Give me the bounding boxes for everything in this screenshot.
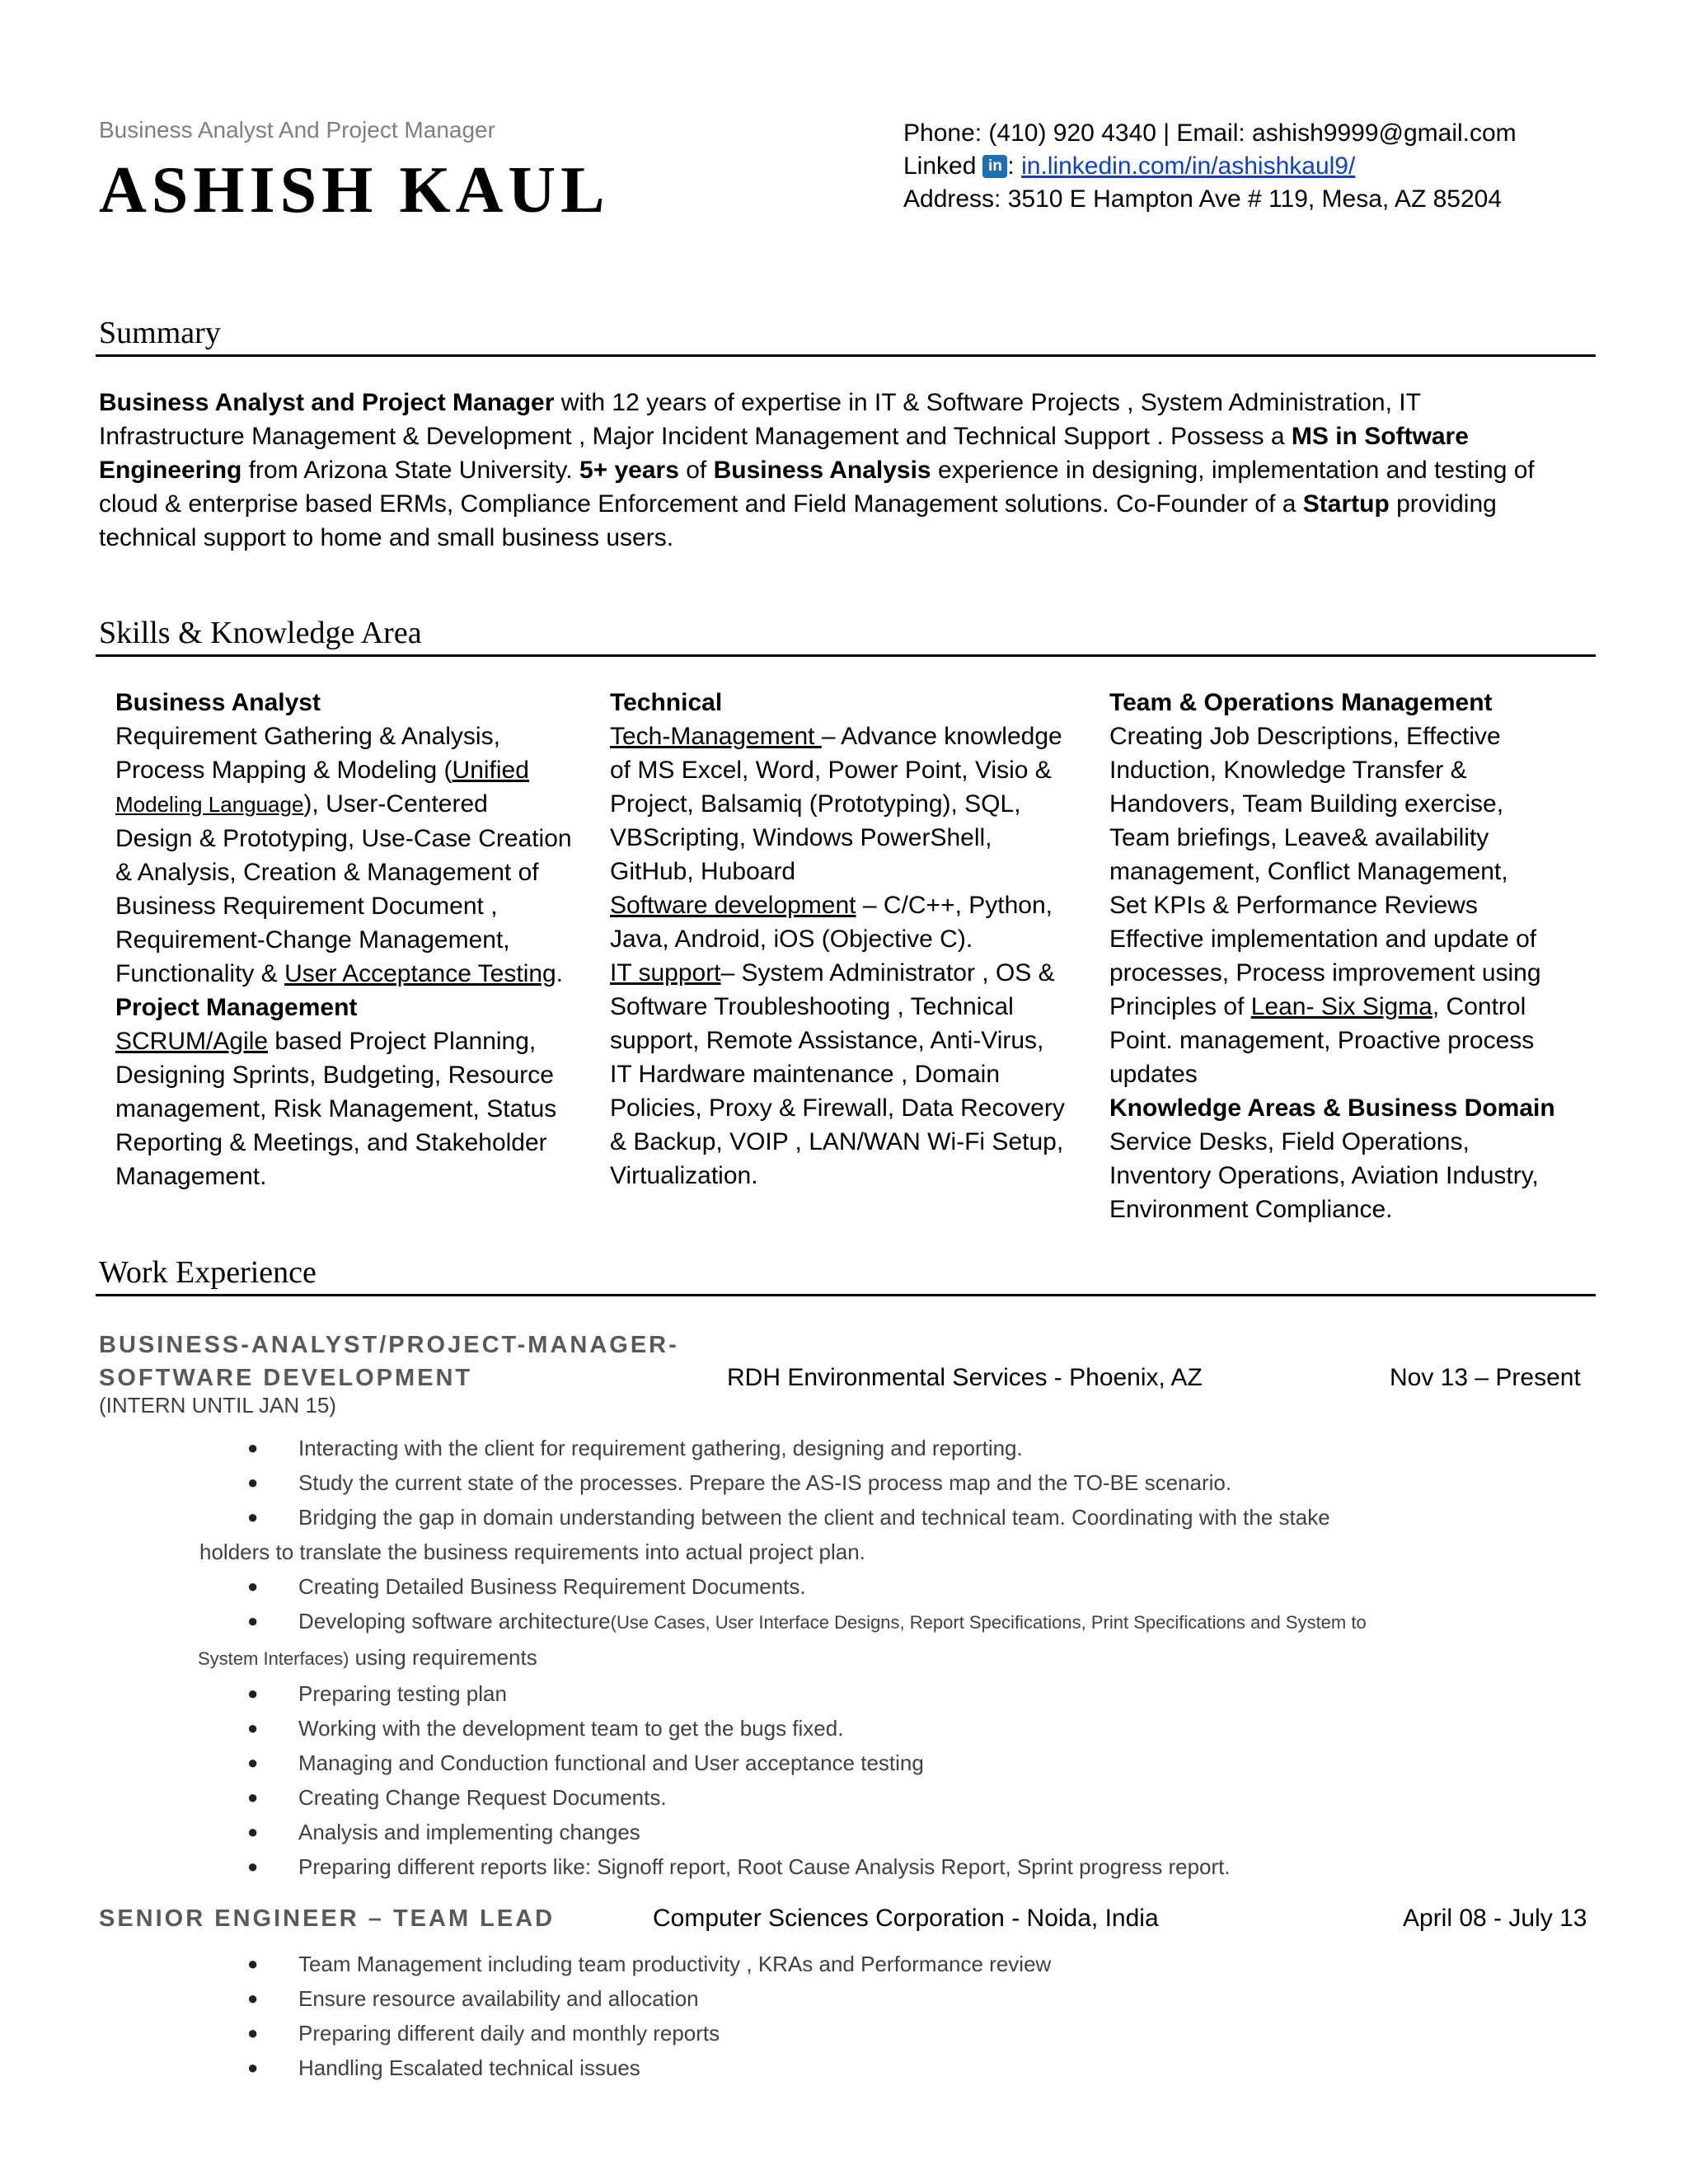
skill-line: Java, Android, iOS (Objective C).: [610, 926, 973, 953]
skill-line: Reporting & Meetings, and Stakeholder: [115, 1129, 547, 1156]
skill-underline: Tech-Management: [610, 723, 822, 750]
list-item: [198, 2016, 1051, 2050]
job-company: Computer Sciences Corporation - Noida, India: [653, 1905, 1159, 1932]
summary-bold: Startup: [1302, 490, 1390, 518]
summary-part: from Arizona State University.: [241, 457, 579, 484]
skill-line: VBScripting, Windows PowerShell,: [610, 824, 992, 851]
bullet-text: Working with the development team to get the bugs fixed.: [298, 1716, 844, 1741]
summary-bold: MS in Software Engineering: [99, 423, 1469, 484]
summary-part: experience in designing, implementation and testing of cloud & enterprise based ERMs, Compliance Enforcement and Field Management solutions. Co-Founder of a: [99, 457, 1535, 518]
bullet-icon: ●: [247, 1821, 259, 1842]
bullet-text: Creating Change Request Documents.: [298, 1785, 667, 1810]
skills-column-business: [115, 686, 572, 1193]
list-item: [198, 1746, 1367, 1780]
skill-underline: Unified: [452, 757, 529, 784]
skills-column-technical: [610, 686, 1065, 1193]
skill-heading: Business Analyst: [115, 689, 321, 716]
skill-line: [115, 957, 572, 991]
skill-line: [115, 1024, 572, 1058]
bullet-icon: ●: [247, 2022, 259, 2043]
skill-line: Service Desks, Field Operations,: [1109, 1128, 1470, 1155]
skill-line: processes, Process improvement using: [1109, 959, 1541, 987]
bullet-icon: ●: [247, 1787, 259, 1807]
job-bullets: [198, 1431, 1367, 1884]
skill-line: Inventory Operations, Aviation Industry,: [1109, 1162, 1539, 1189]
list-item: [198, 1465, 1367, 1500]
list-item: [198, 1947, 1051, 1981]
skill-line: support, Remote Assistance, Anti-Virus,: [610, 1027, 1044, 1054]
skill-text: – C/C++, Python,: [856, 892, 1053, 919]
bullet-text: Analysis and implementing changes: [298, 1820, 640, 1844]
list-item: [198, 1500, 1367, 1535]
section-rule: [96, 1294, 1596, 1296]
summary-bold: Business Analyst and Project Manager: [99, 389, 555, 416]
skill-underline: Software development: [610, 892, 856, 919]
bullet-text: Study the current state of the processes. Prepare the AS-IS process map and the TO-BE scenario.: [298, 1470, 1232, 1495]
skills-column-team-ops: [1109, 686, 1555, 1226]
bullet-icon: ●: [247, 1856, 259, 1877]
section-title-work: Work Experience: [99, 1255, 316, 1290]
skill-line: Project, Balsamiq (Prototyping), SQL,: [610, 790, 1021, 818]
bullet-text: Creating Detailed Business Requirement Documents.: [298, 1574, 806, 1599]
bullet-icon: ●: [247, 1752, 259, 1773]
skill-line: [610, 888, 1065, 922]
job-note: (INTERN UNTIL JAN 15): [99, 1393, 336, 1418]
job-company: RDH Environmental Services - Phoenix, AZ: [727, 1364, 1203, 1391]
skill-heading: Technical: [610, 689, 723, 716]
bullet-icon: ●: [247, 1472, 259, 1493]
bullet-icon: ●: [247, 2057, 259, 2078]
list-item: [198, 1711, 1367, 1746]
section-rule: [96, 654, 1596, 657]
skill-underline: Modeling Language: [115, 792, 304, 817]
job-title-line2: SOFTWARE DEVELOPMENT: [99, 1365, 473, 1391]
skill-text: Functionality &: [115, 960, 285, 987]
bullet-text: (Use Cases, User Interface Designs, Report Specifications, Print Specifications and System to: [610, 1612, 1367, 1633]
job-bullets: [198, 1947, 1051, 2085]
skill-line: Designing Sprints, Budgeting, Resource: [115, 1062, 554, 1089]
job-title-line1: SENIOR ENGINEER – TEAM LEAD: [99, 1905, 556, 1932]
skill-heading: Project Management: [115, 994, 358, 1021]
job-dates: Nov 13 – Present: [1390, 1364, 1581, 1391]
summary-bold: 5+ years: [579, 457, 679, 484]
list-item: [198, 1981, 1051, 2016]
skill-text: .: [556, 960, 564, 987]
summary-part: of: [678, 457, 714, 484]
skill-line: [115, 753, 572, 787]
list-item: [198, 1431, 1367, 1465]
summary-part: providing technical support to home and small business users.: [99, 490, 1497, 551]
bullet-icon: ●: [247, 1610, 259, 1631]
bullet-text: Preparing different reports like: Signoff report, Root Cause Analysis Report, Sprint progress report.: [298, 1854, 1231, 1879]
bullet-text: Managing and Conduction functional and User acceptance testing: [298, 1750, 924, 1775]
skill-line: management, Conflict Management,: [1109, 858, 1508, 885]
skill-underline: SCRUM/Agile: [115, 1028, 269, 1055]
skill-line: GitHub, Huboard: [610, 858, 796, 885]
skill-line: [115, 787, 572, 822]
list-item-continuation: [198, 1640, 1367, 1676]
bullet-text: Interacting with the client for requirement gathering, designing and reporting.: [298, 1436, 1023, 1460]
linked-label: Linked: [903, 152, 977, 180]
skill-line: Effective implementation and update of: [1109, 926, 1537, 953]
bullet-text: Preparing different daily and monthly reports: [298, 2021, 720, 2046]
bullet-icon: ●: [247, 1988, 259, 2008]
skill-line: updates: [1109, 1061, 1198, 1088]
skill-line: Set KPIs & Performance Reviews: [1109, 892, 1478, 919]
skill-text: – System Administrator , OS &: [720, 959, 1055, 987]
list-item-continuation: [198, 1535, 1367, 1569]
skill-line: IT Hardware maintenance , Domain: [610, 1061, 1000, 1088]
skill-line: Requirement Gathering & Analysis,: [115, 723, 500, 750]
skill-line: Software Troubleshooting , Technical: [610, 993, 1014, 1020]
skill-text: Process Mapping & Modeling (: [115, 757, 452, 784]
bullet-icon: ●: [247, 1953, 259, 1974]
summary-part: with 12 years of expertise in IT & Software Projects , System Administration, IT Infrastructure Management & Development , Major Incident Management and Technical Support . Possess a: [99, 389, 1421, 450]
skill-text: Principles of: [1109, 993, 1251, 1020]
skill-line: Induction, Knowledge Transfer &: [1109, 757, 1467, 784]
summary-text: [99, 386, 1550, 555]
skill-line: & Backup, VOIP , LAN/WAN Wi-Fi Setup,: [610, 1128, 1064, 1155]
bullet-text: System Interfaces): [198, 1648, 349, 1669]
section-title-summary: Summary: [99, 316, 221, 350]
skill-text: , Control: [1432, 993, 1526, 1020]
bullet-icon: ●: [247, 1683, 259, 1704]
contact-block: [903, 117, 1517, 216]
skill-heading: Team & Operations Management: [1109, 689, 1493, 716]
list-item: [198, 1676, 1367, 1711]
skill-heading: Knowledge Areas & Business Domain: [1109, 1094, 1555, 1122]
skill-line: Virtualization.: [610, 1162, 758, 1189]
bullet-icon: ●: [247, 1437, 259, 1458]
skill-line: Requirement-Change Management,: [115, 926, 510, 954]
skill-line: Management.: [115, 1163, 267, 1190]
candidate-name: ASHISH KAUL: [99, 154, 610, 227]
bullet-icon: ●: [247, 1718, 259, 1738]
section-rule: [96, 354, 1596, 357]
bullet-text: Preparing testing plan: [298, 1681, 507, 1706]
job-dates: April 08 - July 13: [1403, 1905, 1587, 1932]
bullet-text: Ensure resource availability and allocation: [298, 1986, 699, 2011]
bullet-text: Team Management including team productivity , KRAs and Performance review: [298, 1952, 1052, 1976]
skill-line: Policies, Proxy & Firewall, Data Recovery: [610, 1094, 1065, 1122]
skill-line: Point. management, Proactive process: [1109, 1027, 1535, 1054]
skill-line: [610, 719, 1065, 753]
job-subtitle: Business Analyst And Project Manager: [99, 117, 495, 143]
section-title-skills: Skills & Knowledge Area: [99, 616, 422, 650]
skill-line: Environment Compliance.: [1109, 1196, 1393, 1223]
bullet-icon: ●: [247, 1576, 259, 1596]
list-item: [198, 1815, 1367, 1849]
skill-underline: User Acceptance Testing: [284, 960, 556, 987]
skill-line: & Analysis, Creation & Management of: [115, 859, 539, 886]
job-title-line1: BUSINESS-ANALYST/PROJECT-MANAGER-: [99, 1332, 679, 1358]
list-item: [198, 1780, 1367, 1815]
skill-line: Business Requirement Document ,: [115, 893, 498, 920]
bullet-text: using requirements: [349, 1645, 537, 1670]
linkedin-line: [903, 150, 1517, 183]
bullet-icon: ●: [247, 1507, 259, 1527]
skill-line: Creating Job Descriptions, Effective: [1109, 723, 1501, 750]
linkedin-link[interactable]: in.linkedin.com/in/ashishkaul9/: [1021, 152, 1356, 180]
skill-line: Handovers, Team Building exercise,: [1109, 790, 1504, 818]
linked-sep: :: [1007, 152, 1015, 180]
list-item: [198, 1604, 1367, 1640]
list-item: [198, 1849, 1367, 1884]
skill-line: [610, 956, 1065, 990]
skill-underline: Lean- Six Sigma: [1250, 993, 1432, 1020]
skill-line: of MS Excel, Word, Power Point, Visio &: [610, 757, 1052, 784]
skill-text: ), User-Centered: [303, 790, 488, 818]
bullet-text: Developing software architecture: [298, 1609, 611, 1633]
skill-line: Design & Prototyping, Use-Case Creation: [115, 825, 572, 852]
skill-text: – Advance knowledge: [821, 723, 1062, 750]
list-item: [198, 1569, 1367, 1604]
skill-line: [1109, 990, 1555, 1024]
skill-text: based Project Planning,: [268, 1028, 537, 1055]
skill-underline: IT support: [610, 959, 721, 987]
summary-bold: Business Analysis: [713, 457, 931, 484]
phone-email: Phone: (410) 920 4340 | Email: ashish9999@gmail.com: [903, 120, 1517, 147]
address: Address: 3510 E Hampton Ave # 119, Mesa, AZ 85204: [903, 185, 1503, 213]
skill-line: management, Risk Management, Status: [115, 1095, 557, 1122]
skill-line: Team briefings, Leave& availability: [1109, 824, 1489, 851]
bullet-text: Handling Escalated technical issues: [298, 2055, 640, 2080]
bullet-text: holders to translate the business requirements into actual project plan.: [199, 1540, 865, 1564]
bullet-text: Bridging the gap in domain understanding between the client and technical team. Coordinating with the stake: [298, 1505, 1330, 1530]
list-item: [198, 2050, 1051, 2085]
linkedin-icon: in: [982, 155, 1007, 178]
